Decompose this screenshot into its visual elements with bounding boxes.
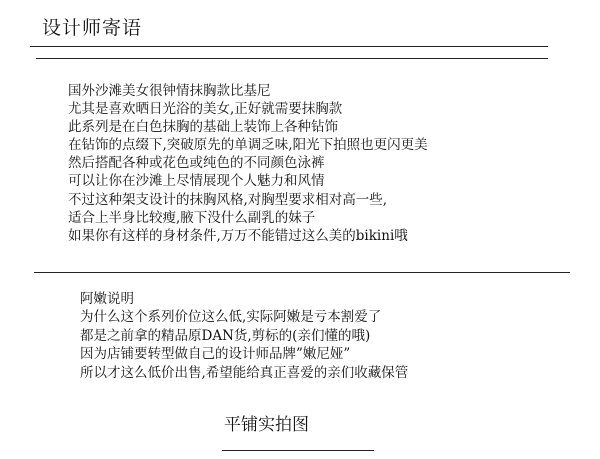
section-title-designer-message: 设计师寄语: [42, 17, 143, 39]
divider-middle: [34, 272, 570, 273]
designer-message-line: 此系列是在白色抹胸的基础上装饰上各种钻饰: [68, 119, 338, 136]
seller-note-line: 所以才这么低价出售,希望能给真正喜爱的亲们收藏保管: [80, 364, 409, 381]
seller-note-line: 因为店铺要转型做自己的设计师品牌”嫩尼娅”: [80, 346, 351, 363]
section-title-flat-photos: 平铺实拍图: [224, 415, 309, 435]
designer-message-body: [68, 82, 428, 245]
seller-note-heading: 阿嫩说明: [80, 291, 134, 307]
seller-note-line: 都是之前拿的精品原DAN货,剪标的(亲们懂的哦): [80, 327, 371, 344]
designer-message-line: 如果你有这样的身材条件,万万不能错过这么美的bikini哦: [68, 227, 408, 244]
divider-bottom: [222, 450, 374, 451]
designer-message-line: 不过这种架支设计的抹胸风格,对胸型要求相对高一些,: [68, 191, 388, 208]
seller-note-line: 为什么这个系列价位这么低,实际阿嫩是亏本割爱了: [80, 309, 382, 326]
designer-message-line: 然后搭配各种或花色或纯色的不同颜色泳裤: [68, 155, 325, 172]
seller-note-body: [80, 290, 408, 382]
designer-message-line: 尤其是喜欢晒日光浴的美女,正好就需要抹胸款: [68, 101, 343, 118]
designer-message-line: 国外沙滩美女很钟情抹胸款比基尼: [68, 83, 271, 99]
designer-message-line: 可以让你在沙滩上尽情展现个人魅力和风情: [68, 173, 325, 190]
designer-message-line: 适合上半身比较瘦,腋下没什么副乳的妹子: [68, 209, 316, 226]
designer-message-line: 在钻饰的点缀下,突破原先的单调乏味,阳光下拍照也更闪更美: [68, 137, 428, 154]
divider-top-2: [36, 58, 548, 59]
divider-top-1: [30, 46, 548, 47]
